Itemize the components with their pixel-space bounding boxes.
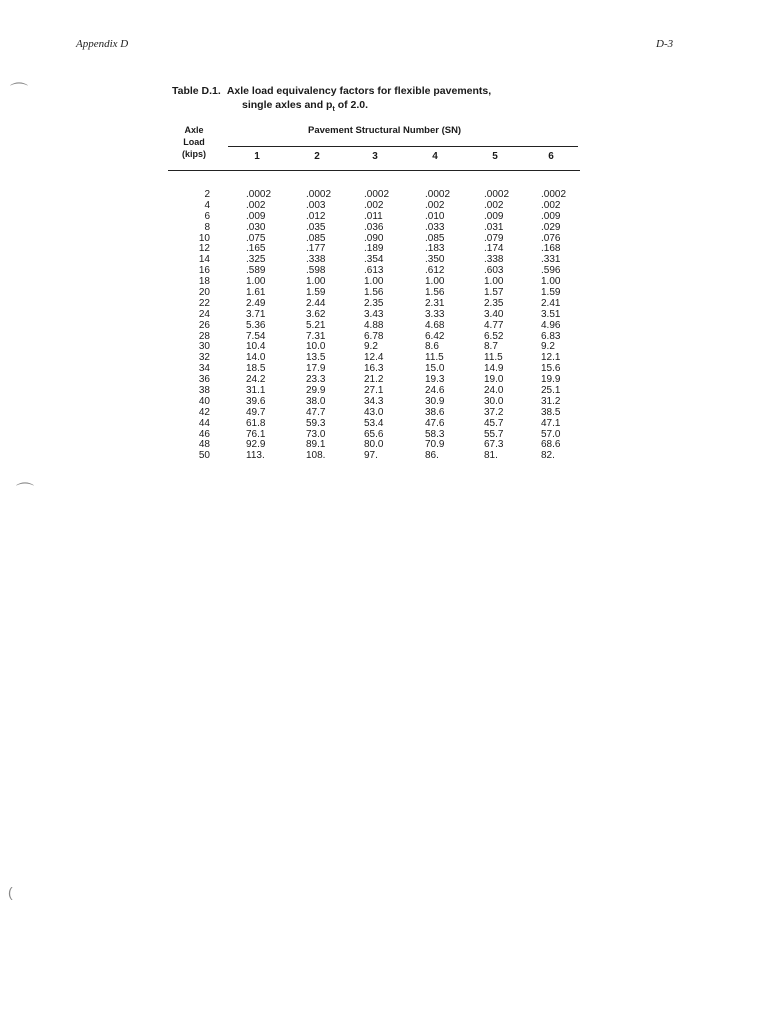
- axle-load-cell: 38: [198, 385, 210, 397]
- factor-cell: 38.6: [425, 406, 445, 418]
- factor-cell: .0002: [364, 189, 390, 200]
- factor-cell: .598: [306, 265, 326, 277]
- axle-load-cell: 6: [204, 210, 210, 222]
- factor-cell: 19.0: [484, 374, 504, 386]
- factor-cell: 1.00: [246, 276, 266, 288]
- factor-cell: 2.49: [246, 297, 266, 309]
- factor-cell: 1.56: [364, 287, 384, 299]
- factor-cell: 4.77: [484, 319, 504, 331]
- factor-cell: 30.9: [425, 395, 445, 407]
- factor-cell: .002: [364, 199, 384, 211]
- factor-cell: 4.68: [425, 319, 445, 331]
- factor-cell: 12.4: [364, 352, 384, 364]
- factor-cell: .031: [484, 221, 504, 233]
- factor-cell: 65.6: [364, 428, 384, 440]
- factor-cell: 3.40: [484, 308, 504, 320]
- axle-load-cell: 36: [198, 374, 210, 386]
- factor-cell: 89.1: [306, 439, 326, 451]
- scan-mark-icon: (: [8, 884, 13, 900]
- factor-cell: .002: [484, 199, 504, 211]
- column-header: 3: [372, 151, 378, 162]
- factor-cell: .085: [425, 232, 445, 244]
- factor-cell: .174: [484, 243, 504, 255]
- table-label: Table D.1.: [172, 85, 221, 97]
- factor-cell: 5.36: [246, 319, 266, 331]
- factor-cell: 3.43: [364, 308, 384, 320]
- axle-load-cell: 32: [198, 352, 210, 364]
- factor-cell: .009: [484, 210, 504, 222]
- factor-cell: 1.56: [425, 287, 445, 299]
- factor-cell: 45.7: [484, 417, 504, 429]
- factor-cell: .012: [306, 210, 326, 222]
- table-row: [168, 451, 580, 462]
- factor-cell: 11.5: [425, 352, 444, 364]
- factor-cell: 57.0: [541, 428, 561, 440]
- factor-cell: 18.5: [246, 363, 266, 375]
- factor-cell: .0002: [425, 189, 451, 200]
- factor-cell: .338: [306, 254, 326, 266]
- factor-cell: .325: [246, 254, 266, 266]
- factor-cell: 1.59: [541, 287, 561, 299]
- column-numbers: [228, 151, 578, 165]
- caption-line-2: single axles and $p_t$ of 2.0.: [242, 99, 369, 114]
- axle-load-cell: 2: [204, 189, 210, 200]
- factor-cell: 76.1: [246, 428, 266, 440]
- factor-cell: 15.6: [541, 363, 561, 375]
- factor-cell: 11.5: [484, 352, 503, 364]
- factor-cell: 14.0: [246, 352, 266, 364]
- axle-load-cell: 24: [198, 308, 210, 320]
- factor-cell: .603: [484, 265, 504, 277]
- factor-cell: 6.83: [541, 330, 561, 342]
- factor-cell: 70.9: [425, 439, 445, 451]
- axle-load-cell: 48: [198, 439, 210, 451]
- factor-cell: 53.4: [364, 417, 384, 429]
- factor-cell: .596: [541, 265, 561, 277]
- factor-cell: .029: [541, 221, 561, 233]
- factor-cell: 24.6: [425, 385, 445, 397]
- factor-cell: 8.7: [484, 341, 498, 353]
- table-row: [168, 419, 580, 430]
- factor-cell: 113.: [246, 450, 265, 462]
- factor-cell: 86.: [425, 450, 439, 462]
- factor-cell: .011: [364, 210, 383, 222]
- factor-cell: 1.61: [246, 287, 266, 299]
- factor-cell: 3.51: [541, 308, 561, 320]
- factor-cell: 49.7: [246, 406, 266, 418]
- factor-cell: .183: [425, 243, 445, 255]
- table-caption: [172, 84, 592, 117]
- column-header: 4: [432, 151, 438, 162]
- factor-cell: 23.3: [306, 374, 326, 386]
- factor-cell: 31.2: [541, 395, 561, 407]
- factor-cell: 61.8: [246, 417, 266, 429]
- factor-cell: 4.88: [364, 319, 384, 331]
- factor-cell: 2.35: [364, 297, 384, 309]
- factor-cell: .0002: [484, 189, 510, 200]
- factor-cell: .354: [364, 254, 384, 266]
- axle-load-cell: 42: [198, 406, 210, 418]
- factor-cell: 47.1: [541, 417, 561, 429]
- factor-cell: 2.35: [484, 297, 504, 309]
- factor-cell: .0002: [306, 189, 332, 200]
- factor-cell: 59.3: [306, 417, 326, 429]
- factor-cell: .350: [425, 254, 445, 266]
- factor-cell: .002: [541, 199, 561, 211]
- factor-cell: .612: [425, 265, 445, 277]
- factor-cell: 17.9: [306, 363, 326, 375]
- factor-cell: 8.6: [425, 341, 439, 353]
- factor-cell: 6.78: [364, 330, 384, 342]
- factor-cell: .613: [364, 265, 384, 277]
- factor-cell: 7.31: [306, 330, 326, 342]
- table-row: [168, 223, 580, 234]
- factor-cell: 97.: [364, 450, 378, 462]
- column-header: 1: [254, 151, 260, 162]
- factor-cell: 21.2: [364, 374, 384, 386]
- factor-cell: 19.3: [425, 374, 445, 386]
- factor-cell: .189: [364, 243, 384, 255]
- factor-cell: .030: [246, 221, 266, 233]
- factor-cell: 7.54: [246, 330, 266, 342]
- factor-cell: .009: [541, 210, 561, 222]
- factor-cell: 37.2: [484, 406, 504, 418]
- column-header: 2: [314, 151, 320, 162]
- factor-cell: 1.00: [541, 276, 561, 288]
- axle-load-cell: 26: [198, 319, 210, 331]
- axle-load-cell: 20: [198, 287, 210, 299]
- factor-cell: .0002: [541, 189, 567, 200]
- factor-cell: 6.42: [425, 330, 445, 342]
- axle-load-cell: 30: [198, 341, 210, 353]
- factor-cell: .075: [246, 232, 266, 244]
- column-header: 5: [492, 151, 498, 162]
- factor-cell: 24.0: [484, 385, 504, 397]
- factor-cell: 47.6: [425, 417, 445, 429]
- caption-line-1: Axle load equivalency factors for flexible pavements,: [226, 85, 492, 97]
- table-row: [168, 321, 580, 332]
- factor-cell: 31.1: [246, 385, 266, 397]
- factor-cell: 2.31: [425, 297, 445, 309]
- factor-cell: 3.62: [306, 308, 326, 320]
- axle-load-cell: 46: [198, 428, 210, 440]
- factor-cell: 55.7: [484, 428, 504, 440]
- scan-mark-icon: ⌒: [16, 482, 34, 502]
- axle-load-cell: 8: [204, 221, 210, 233]
- factor-cell: 38.0: [306, 395, 326, 407]
- axle-load-cell: 10: [198, 232, 210, 244]
- factor-cell: .076: [541, 232, 561, 244]
- structural-number-header: Pavement Structural Number (SN): [308, 125, 462, 136]
- factor-cell: .009: [246, 210, 266, 222]
- factor-cell: 58.3: [425, 428, 445, 440]
- factor-cell: .090: [364, 232, 384, 244]
- factor-cell: .177: [306, 243, 326, 255]
- factor-cell: .079: [484, 232, 504, 244]
- running-header-left: Appendix D: [76, 38, 129, 50]
- factor-cell: .033: [425, 221, 445, 233]
- factor-cell: .003: [306, 199, 326, 211]
- factor-cell: 1.59: [306, 287, 326, 299]
- axle-load-cell: 50: [198, 450, 210, 462]
- factor-cell: 81.: [484, 450, 498, 462]
- axle-load-cell: 22: [198, 297, 210, 309]
- factor-cell: .002: [246, 199, 266, 211]
- factor-cell: 2.44: [306, 297, 326, 309]
- axle-load-cell: 28: [198, 330, 210, 342]
- scan-mark-icon: ⌒: [10, 82, 28, 102]
- axle-load-cell: 14: [198, 254, 210, 266]
- factor-cell: .035: [306, 221, 326, 233]
- factor-cell: 68.6: [541, 439, 561, 451]
- factor-cell: 12.1: [541, 352, 561, 364]
- factor-cell: 1.57: [484, 287, 504, 299]
- factor-cell: .0002: [246, 189, 272, 200]
- factor-cell: 16.3: [364, 363, 384, 375]
- factor-cell: 1.00: [484, 276, 504, 288]
- factor-cell: 14.9: [484, 363, 504, 375]
- factor-cell: 82.: [541, 450, 555, 462]
- factor-cell: 39.6: [246, 395, 266, 407]
- axle-load-cell: 12: [198, 243, 210, 255]
- factor-cell: .036: [364, 221, 384, 233]
- factor-cell: 19.9: [541, 374, 561, 386]
- factor-cell: 27.1: [364, 385, 384, 397]
- factor-cell: .165: [246, 243, 266, 255]
- axle-load-cell: 40: [198, 395, 210, 407]
- factor-cell: 4.96: [541, 319, 561, 331]
- factor-cell: 34.3: [364, 395, 384, 407]
- factor-cell: 1.00: [364, 276, 384, 288]
- page-number: D-3: [656, 38, 674, 50]
- factor-cell: 10.0: [306, 341, 326, 353]
- factor-cell: .010: [425, 210, 445, 222]
- factor-cell: 3.71: [246, 308, 266, 320]
- axle-load-cell: 18: [198, 276, 210, 288]
- axle-load-header: Axle Load (kips): [181, 125, 206, 159]
- factor-cell: 92.9: [246, 439, 266, 451]
- axle-load-cell: 16: [198, 265, 210, 277]
- factor-cell: 47.7: [306, 406, 326, 418]
- factor-cell: 43.0: [364, 406, 384, 418]
- axle-load-cell: 4: [204, 199, 210, 211]
- axle-load-cell: 34: [198, 363, 210, 375]
- factor-cell: .589: [246, 265, 266, 277]
- factor-cell: .085: [306, 232, 326, 244]
- factor-cell: 5.21: [306, 319, 326, 331]
- factor-cell: .002: [425, 199, 445, 211]
- factor-cell: 10.4: [246, 341, 266, 353]
- factor-cell: 1.00: [425, 276, 445, 288]
- factor-cell: 30.0: [484, 395, 504, 407]
- factor-cell: 13.5: [306, 352, 326, 364]
- factor-cell: 108.: [306, 450, 326, 462]
- factor-cell: 29.9: [306, 385, 326, 397]
- factor-cell: .168: [541, 243, 561, 255]
- factor-cell: 9.2: [364, 341, 378, 353]
- header-rule: [228, 146, 578, 147]
- table-rule: [168, 170, 580, 171]
- factor-cell: 2.41: [541, 297, 561, 309]
- factor-cell: 25.1: [541, 385, 561, 397]
- factor-cell: .338: [484, 254, 504, 266]
- factor-cell: 38.5: [541, 406, 561, 418]
- factor-cell: 6.52: [484, 330, 504, 342]
- factor-cell: .331: [541, 254, 561, 266]
- factor-cell: 80.0: [364, 439, 384, 451]
- factor-cell: 73.0: [306, 428, 326, 440]
- factor-cell: 3.33: [425, 308, 445, 320]
- factor-cell: 15.0: [425, 363, 445, 375]
- factor-cell: 9.2: [541, 341, 555, 353]
- factor-cell: 67.3: [484, 439, 504, 451]
- factor-cell: 24.2: [246, 374, 266, 386]
- axle-load-cell: 44: [198, 417, 210, 429]
- factor-cell: 1.00: [306, 276, 326, 288]
- table-body: [168, 190, 580, 462]
- column-header: 6: [548, 151, 554, 162]
